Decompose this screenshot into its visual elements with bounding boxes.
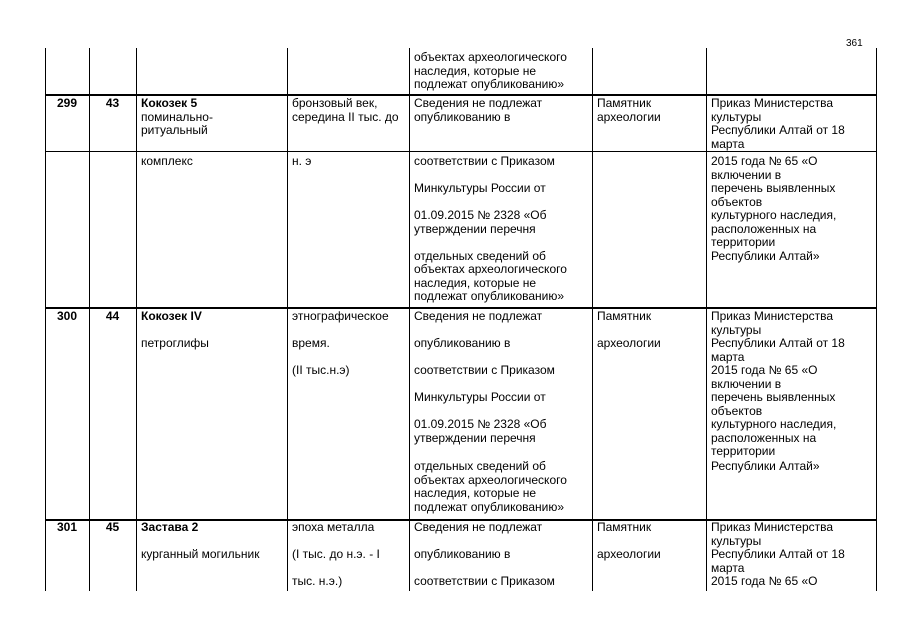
order-line: Республики Алтай от 18	[711, 123, 845, 137]
dating-line: середина II тыс. до	[292, 109, 399, 124]
order-line: Республики Алтай»	[711, 248, 820, 263]
info-line: объектах археологического	[414, 262, 567, 276]
column-divider	[706, 48, 707, 591]
order-line: 2015 года № 65 «О	[711, 154, 818, 168]
info-line: подлежат опубликованию»	[414, 289, 565, 303]
object-name: Кокозек IV	[141, 309, 202, 323]
order-line: Приказ Министерства	[711, 520, 834, 534]
order-line: культуры	[711, 322, 762, 337]
dating-line: тыс. н.э.)	[292, 574, 343, 588]
dating-line: (II тыс.н.э)	[292, 363, 350, 377]
info-line: соответствии с Приказом	[414, 363, 555, 377]
info-line: соответствии с Приказом	[414, 574, 555, 588]
info-line: 01.09.2015 № 2328 «Об	[414, 208, 547, 222]
info-line: 01.09.2015 № 2328 «Об	[414, 417, 547, 431]
order-line: Приказ Министерства	[711, 309, 834, 323]
order-line: объектов	[711, 403, 763, 418]
category-line: Памятник	[597, 309, 652, 323]
info-line: утверждении перечня	[414, 430, 536, 445]
info-line: утверждении перечня	[414, 221, 536, 236]
column-divider	[136, 48, 137, 591]
row-number: 301	[56, 520, 78, 534]
info-line: соответствии с Приказом	[414, 154, 555, 168]
info-line: подлежат опубликованию»	[414, 499, 565, 514]
order-line: перечень выявленных	[711, 390, 836, 404]
info-line: Сведения не подлежат	[414, 96, 543, 110]
dating-line: этнографическое	[292, 309, 389, 323]
order-line: культуры	[711, 109, 762, 124]
order-line: культуры	[711, 533, 762, 548]
page-number: 361	[846, 38, 863, 49]
row-number: 300	[56, 309, 78, 323]
category-line: Памятник	[597, 96, 652, 110]
order-line: культурного наследия,	[711, 417, 837, 431]
order-line: 2015 года № 65 «О	[711, 363, 818, 377]
info-line: объектах археологического	[414, 472, 567, 487]
order-line: Приказ Министерства	[711, 96, 834, 110]
order-line: марта	[711, 349, 745, 364]
column-divider	[592, 48, 593, 591]
order-line: расположенных на	[711, 221, 817, 236]
dating-line: эпоха металла	[292, 520, 375, 534]
info-line: наследия, которые не	[414, 63, 537, 78]
dating-line: бронзовый век,	[292, 96, 378, 110]
order-line: включении в	[711, 167, 782, 182]
info-line: отдельных сведений об	[414, 248, 546, 263]
row-number: 299	[56, 96, 78, 110]
info-line: опубликованию в	[414, 336, 511, 350]
dating-line: время.	[292, 336, 330, 350]
order-line: территории	[711, 235, 776, 249]
info-line: опубликованию в	[414, 547, 511, 561]
order-line: марта	[711, 560, 745, 575]
order-line: Республики Алтай от 18	[711, 336, 845, 350]
info-line: Минкультуры России от	[414, 181, 546, 195]
row-sub-number: 45	[105, 520, 120, 534]
order-line: 2015 года № 65 «О	[711, 574, 818, 588]
object-type-line: комплекс	[141, 154, 193, 168]
category-line: Памятник	[597, 520, 652, 534]
row-separator	[45, 151, 877, 152]
object-type-line: курганный могильник	[141, 547, 260, 561]
row-sub-number: 44	[105, 309, 120, 323]
info-line: опубликованию в	[414, 109, 511, 124]
order-line: включении в	[711, 376, 782, 391]
order-line: культурного наследия,	[711, 208, 837, 222]
order-line: расположенных на	[711, 430, 817, 445]
dating-line: (I тыс. до н.э. - I	[292, 547, 380, 561]
order-line: объектов	[711, 194, 763, 209]
info-line: отдельных сведений об	[414, 459, 546, 473]
info-line: Минкультуры России от	[414, 390, 546, 404]
info-line: объектах археологического	[414, 50, 567, 64]
column-divider	[409, 48, 410, 591]
column-divider	[287, 48, 288, 591]
object-type-line: поминально-	[141, 109, 213, 124]
info-line: наследия, которые не	[414, 486, 537, 500]
info-line: подлежат опубликованию»	[414, 77, 565, 91]
order-line: Республики Алтай»	[711, 459, 820, 473]
category-line: археологии	[597, 109, 661, 124]
order-line: марта	[711, 136, 745, 151]
order-line: территории	[711, 444, 776, 458]
table-border-right	[876, 48, 877, 591]
object-name: Застава 2	[141, 520, 199, 534]
info-line: наследия, которые не	[414, 275, 537, 290]
dating-line: н. э	[292, 154, 312, 168]
order-line: Республики Алтай от 18	[711, 547, 845, 561]
object-type-line: ритуальный	[141, 123, 208, 137]
object-type-line: петроглифы	[141, 336, 209, 350]
row-sub-number: 43	[105, 96, 120, 110]
order-line: перечень выявленных	[711, 181, 836, 195]
info-line: Сведения не подлежат	[414, 520, 543, 534]
category-line: археологии	[597, 547, 661, 561]
object-name: Кокозек 5	[141, 96, 198, 110]
info-line: Сведения не подлежат	[414, 309, 543, 323]
category-line: археологии	[597, 336, 661, 350]
